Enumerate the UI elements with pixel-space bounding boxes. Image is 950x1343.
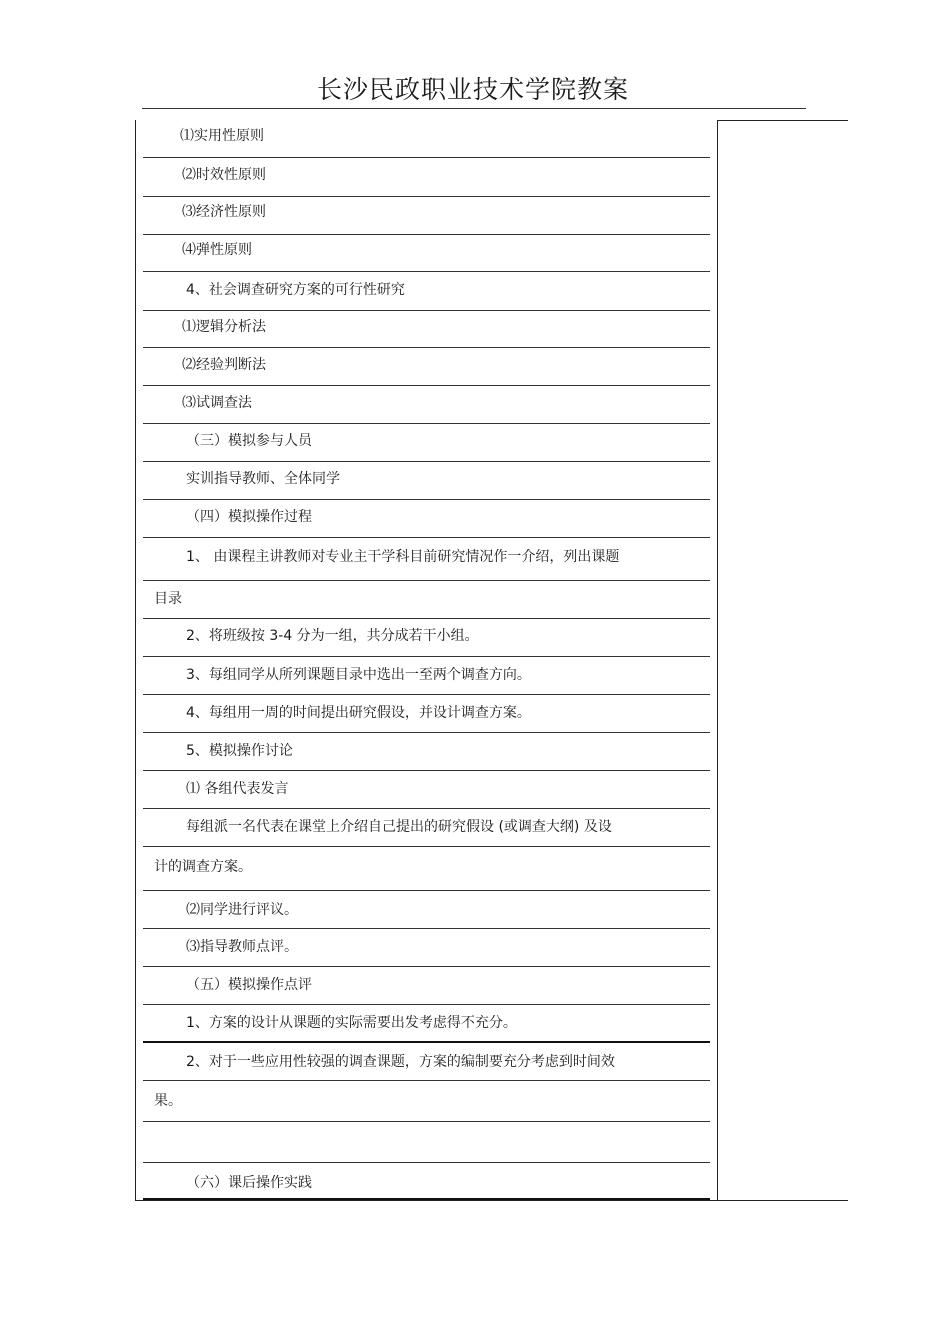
text-line: 4、社会调查研究方案的可行性研究: [186, 282, 405, 298]
row-rule: [143, 347, 710, 348]
row-rule: [143, 310, 710, 311]
row-rule: [143, 1198, 710, 1200]
table-left-border: [135, 120, 136, 1200]
text-line: 目录: [154, 591, 182, 607]
row-rule: [143, 1162, 710, 1163]
row-rule: [143, 461, 710, 462]
row-rule: [143, 423, 710, 424]
row-rule: [143, 928, 710, 929]
row-rule: [143, 271, 710, 272]
text-line: ⑵经验判断法: [182, 357, 266, 373]
table-bottom-border: [135, 1200, 848, 1201]
text-line: 计的调查方案。: [154, 859, 252, 875]
section-heading: （六）课后操作实践: [186, 1175, 312, 1191]
row-rule: [143, 499, 710, 500]
row-rule: [143, 656, 710, 657]
text-line: ⑵时效性原则: [182, 167, 266, 183]
table-column-divider: [717, 120, 718, 1200]
row-rule: [143, 580, 710, 581]
text-line: ⑶试调查法: [182, 395, 252, 411]
section-heading: （三）模拟参与人员: [186, 433, 312, 449]
text-line: ⑷弹性原则: [182, 242, 252, 258]
row-rule: [143, 694, 710, 695]
row-rule: [143, 537, 710, 538]
row-rule: [143, 966, 710, 967]
page-title: 长沙民政职业技术学院教案: [316, 75, 629, 104]
text-line: 2、将班级按 3-4 分为一组，共分成若干小组。: [186, 628, 479, 644]
text-line: ⑶指导教师点评。: [186, 939, 298, 955]
text-line: 每组派一名代表在课堂上介绍自己提出的研究假设 (或调查大纲) 及设: [186, 819, 612, 835]
text-line: 5、模拟操作讨论: [186, 743, 293, 759]
text-line: 1、方案的设计从课题的实际需要出发考虑得不充分。: [186, 1015, 517, 1031]
text-line: ⑴实用性原则: [180, 128, 264, 144]
text-line: ⑴逻辑分析法: [182, 319, 266, 335]
row-rule: [143, 234, 710, 235]
row-rule: [143, 1041, 710, 1043]
section-heading: （四）模拟操作过程: [186, 509, 312, 525]
row-rule: [143, 1121, 710, 1122]
row-rule: [143, 808, 710, 809]
section-heading: （五）模拟操作点评: [186, 977, 312, 993]
row-rule: [143, 732, 710, 733]
row-rule: [143, 196, 710, 197]
text-line: ⑵同学进行评议。: [186, 902, 298, 918]
text-line: ⑶经济性原则: [182, 204, 266, 220]
row-rule: [143, 770, 710, 771]
text-line: 1、 由课程主讲教师对专业主干学科目前研究情况作一介绍，列出课题: [186, 549, 620, 565]
row-rule: [143, 157, 710, 158]
row-rule: [143, 618, 710, 619]
text-line: 3、每组同学从所列课题目录中选出一至两个调查方向。: [186, 667, 531, 683]
text-line: 4、每组用一周的时间提出研究假设，并设计调查方案。: [186, 705, 531, 721]
text-line: ⑴ 各组代表发言: [186, 781, 289, 797]
text-line: 实训指导教师、全体同学: [186, 471, 340, 487]
table-right-cell-top-border: [717, 120, 848, 121]
title-underline: [142, 108, 806, 109]
row-rule: [143, 385, 710, 386]
row-rule: [143, 846, 710, 847]
row-rule: [143, 1080, 710, 1081]
text-line: 2、对于一些应用性较强的调查课题，方案的编制要充分考虑到时间效: [186, 1054, 615, 1070]
row-rule: [143, 890, 710, 891]
text-line: 果。: [154, 1093, 182, 1109]
row-rule: [143, 1004, 710, 1005]
